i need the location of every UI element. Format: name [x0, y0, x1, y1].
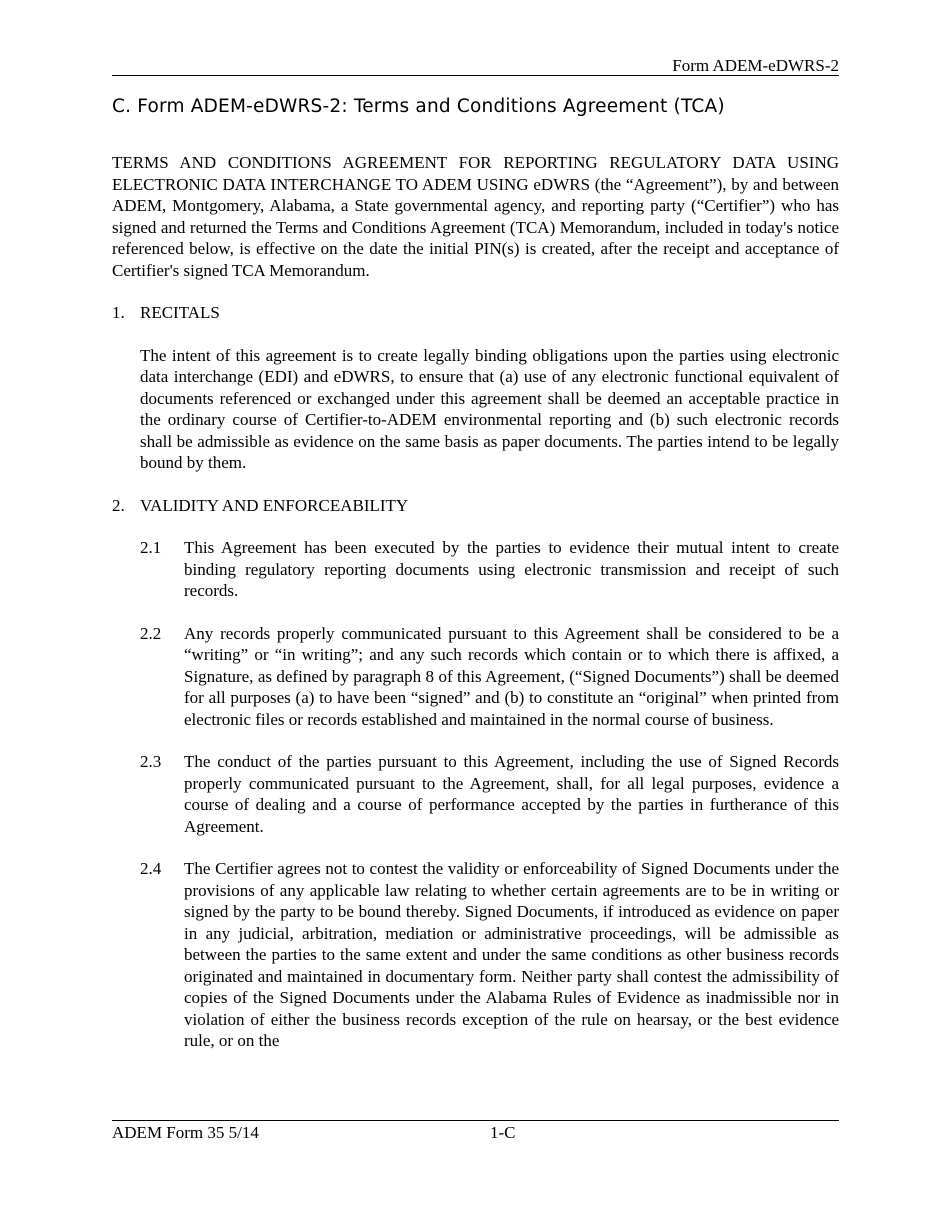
footer-form-number: ADEM Form 35 5/14: [112, 1123, 259, 1142]
section-number: 1.: [112, 303, 125, 322]
footer-page-number: 1-C: [490, 1123, 516, 1142]
section-heading-text: RECITALS: [140, 303, 220, 322]
clause-number: 2.1: [140, 538, 162, 557]
clause-2-3: [140, 751, 839, 837]
intro-paragraph: TERMS AND CONDITIONS AGREEMENT FOR REPORTING REGULATORY DATA USING ELECTRONIC DATA INTERCHANGE TO ADEM USING eDWRS (the “Agreement”), by and between ADEM, Montgomery, Alabama, a State governmental agency, and reporting party (“Certifier”) who has signed and returned the Terms and Conditions Agreement (TCA) Memorandum, included in today's notice referenced below, is effective on the date the initial PIN(s) is created, after the receipt and acceptance of Certifier's signed TCA Memorandum.: [112, 153, 839, 280]
clause-number: 2.3: [140, 752, 162, 771]
clause-text: The Certifier agrees not to contest the validity or enforceability of Signed Documents under the provisions of any applicable law relating to whether certain agreements are to be in writing or signed by the party to be bound thereby. Signed Documents, if introduced as evidence on paper in any judicial, arbitration, mediation or administrative proceedings, will be admissible as between the parties to the same extent and under the same conditions as other business records originated and maintained in documentary form. Neither party shall contest the admissibility of copies of the Signed Documents under the Alabama Rules of Evidence as inadmissible nor in violation of either the business records exception of the rule on hearsay, or the best evidence rule, or on the: [184, 859, 839, 1050]
section-number: 2.: [112, 495, 125, 515]
document-body: [112, 152, 839, 1073]
section-heading-validity: [112, 495, 839, 517]
clause-2-2: [140, 623, 839, 731]
clause-text: Any records properly communicated pursuant to this Agreement shall be considered to be a “writing” or “in writing”; and any such records which contain or to which there is affixed, a Signature, as defined by paragraph 8 of this Agreement, (“Signed Documents”) shall be deemed for all purposes (a) to have been “signed” and (b) to constitute an “original” when printed from electronic files or records established and maintained in the normal course of business.: [184, 623, 839, 729]
section-heading-recitals: [112, 302, 839, 324]
clause-text: The conduct of the parties pursuant to this Agreement, including the use of Signed Records properly communicated pursuant to the Agreement, shall, for all legal purposes, evidence a course of dealing and a course of performance accepted by the parties in furtherance of this Agreement.: [184, 752, 839, 836]
recitals-paragraph: The intent of this agreement is to create legally binding obligations upon the parties using electronic data interchange (EDI) and eDWRS, to ensure that (a) use of any electronic functional equivalent of documents referenced or exchanged under this agreement shall be deemed an acceptable practice in the ordinary course of Certifier-to-ADEM environmental reporting and (b) such electronic records shall be admissible as evidence on the same basis as paper documents. The parties intend to be legally bound by them.: [140, 345, 839, 472]
header-form-id: Form ADEM-eDWRS-2: [672, 56, 839, 75]
footer-divider: [112, 1120, 839, 1121]
section-heading-text: VALIDITY AND ENFORCEABILITY: [140, 495, 409, 515]
section-title: C. Form ADEM-eDWRS-2: Terms and Conditions Agreement (TCA): [112, 96, 725, 117]
clause-number: 2.4: [140, 859, 162, 878]
clause-2-1: [140, 537, 839, 602]
clause-2-4: [140, 858, 839, 1052]
header-divider: [112, 75, 839, 76]
clause-number: 2.2: [140, 623, 162, 643]
clause-text: This Agreement has been executed by the parties to evidence their mutual intent to create binding regulatory reporting documents using electronic transmission and receipt of such records.: [184, 538, 839, 600]
